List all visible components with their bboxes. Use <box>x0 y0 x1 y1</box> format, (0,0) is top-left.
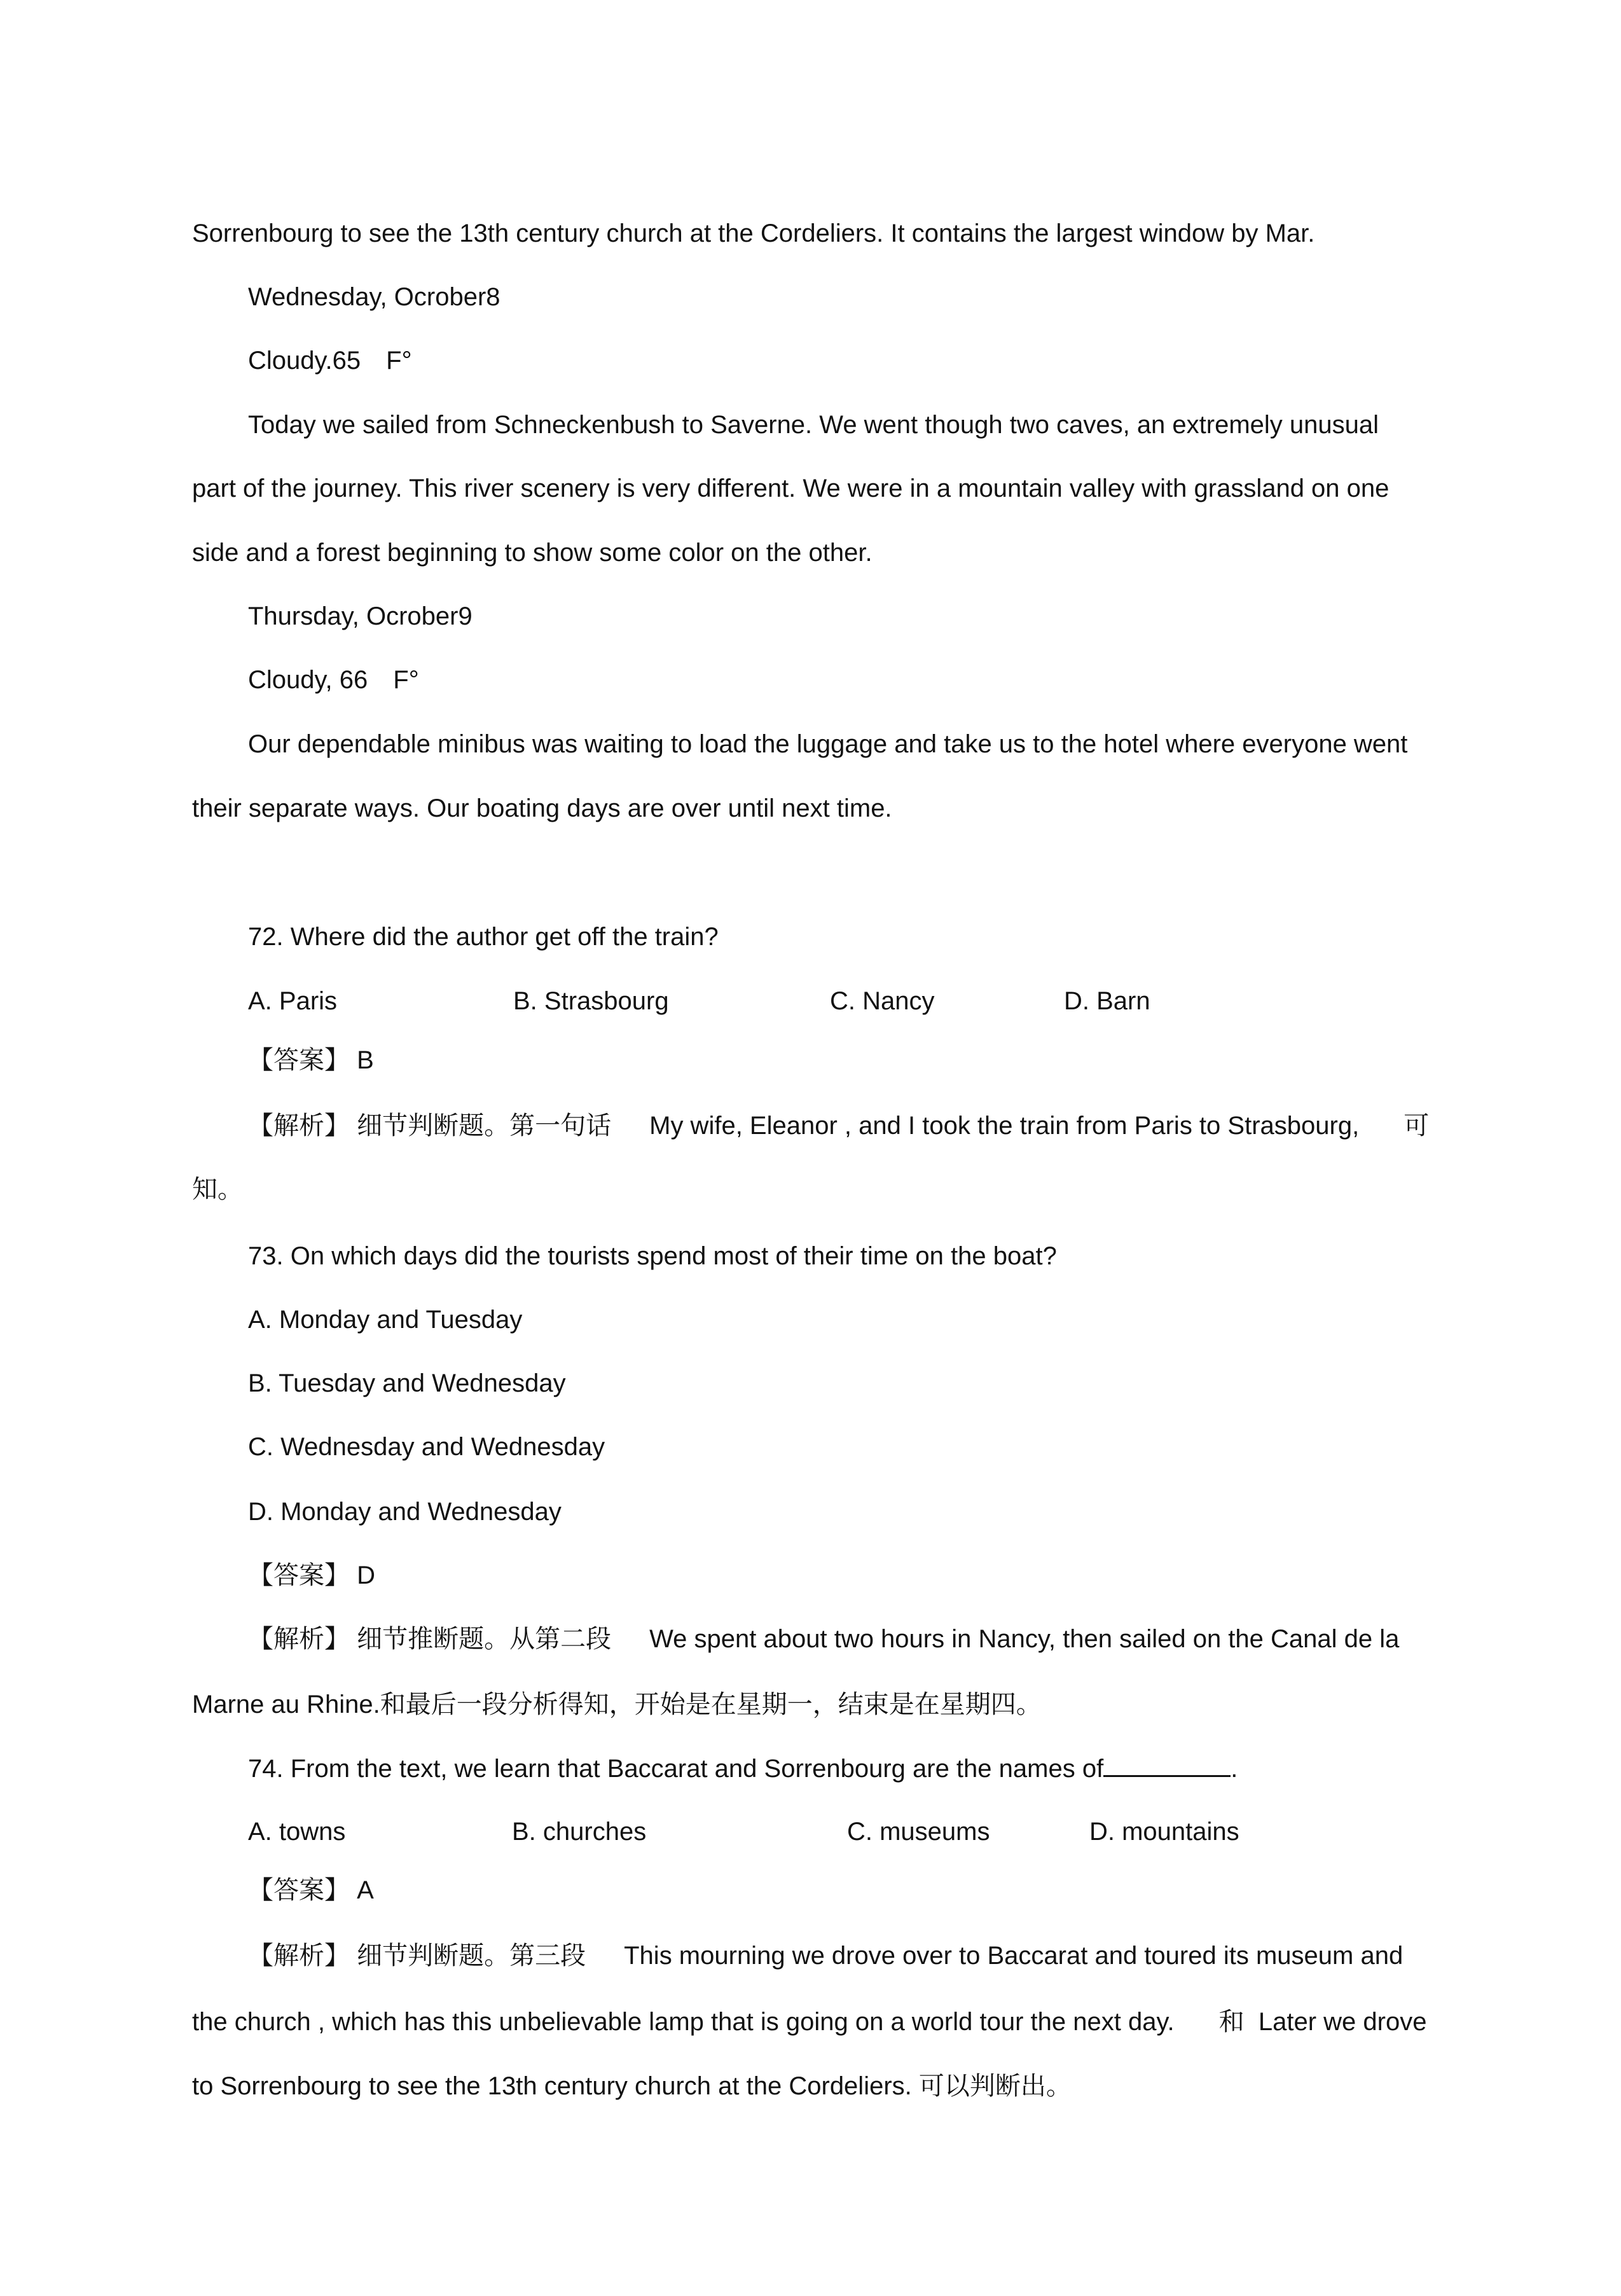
wednesday-paragraph-line2: part of the journey. This river scenery is very different. We were in a mountain valley with grassland on one <box>192 474 1390 502</box>
q72-analysis-text: 细节判断题。第一句话 <box>357 1111 612 1140</box>
q73-analysis-quote: We spent about two hours in Nancy, then sailed on the Canal de la <box>649 1625 1400 1653</box>
q73-option-c: C. Wednesday and Wednesday <box>248 1433 605 1461</box>
question-72: 72. Where did the author get off the train? <box>248 923 719 951</box>
thursday-date: Thursday, Ocrober9 <box>248 602 473 630</box>
q73-answer-value: D <box>357 1561 376 1589</box>
thursday-paragraph-line1: Our dependable minibus was waiting to load the luggage and take us to the hotel where everyone went <box>248 730 1408 758</box>
q74-analysis-quote-4: to Sorrenbourg to see the 13th century church at the Cordeliers. <box>192 2072 912 2100</box>
wednesday-paragraph-line3: side and a forest beginning to show some color on the other. <box>192 539 873 567</box>
q73-analysis <box>248 1623 1399 1655</box>
q74-option-a: A. towns <box>248 1818 346 1846</box>
q73-analysis-line2 <box>192 1689 1042 1720</box>
q74-answer <box>248 1874 374 1906</box>
q74-question-end: . <box>1231 1755 1238 1783</box>
q74-analysis-text: 细节判断题。第三段 <box>357 1941 586 1970</box>
q74-analysis-and: 和 <box>1218 2007 1245 2037</box>
q74-analysis-label: 【解析】 <box>248 1941 350 1970</box>
q73-analysis-conclusion: 和最后一段分析得知，开始是在星期一，结束是在星期四。 <box>380 1690 1042 1719</box>
q72-option-c: C. Nancy <box>830 987 935 1015</box>
q73-analysis-text: 细节推断题。从第二段 <box>357 1624 612 1654</box>
q74-blank <box>1103 1752 1231 1777</box>
q74-analysis-quote: This mourning we drove over to Baccarat and toured its museum and <box>624 1942 1404 1970</box>
question-73: 73. On which days did the tourists spend most of their time on the boat? <box>248 1242 1057 1270</box>
q73-analysis-quote-end: Marne au Rhine. <box>192 1691 380 1719</box>
q72-analysis <box>248 1110 1429 1142</box>
q72-analysis-quote: My wife, Eleanor , and I took the train from Paris to Strasbourg, <box>649 1112 1360 1140</box>
q74-answer-label: 【答案】 <box>248 1876 350 1905</box>
q73-option-a: A. Monday and Tuesday <box>248 1306 523 1334</box>
q72-option-b: B. Strasbourg <box>513 987 669 1015</box>
q73-answer <box>248 1559 375 1591</box>
q72-answer-label: 【答案】 <box>248 1046 350 1075</box>
q74-answer-value: A <box>357 1876 374 1904</box>
q72-answer <box>248 1044 374 1076</box>
q73-option-d: D. Monday and Wednesday <box>248 1498 562 1526</box>
wednesday-weather: Cloudy.65 F° <box>248 347 412 375</box>
thursday-weather: Cloudy, 66 F° <box>248 666 419 694</box>
q74-analysis-conclusion: 可以判断出。 <box>918 2071 1072 2101</box>
q74-analysis-quote-2: the church , which has this unbelievable lamp that is going on a world tour the next day. <box>192 2008 1175 2036</box>
q72-option-a: A. Paris <box>248 987 338 1015</box>
q72-analysis-end-line2: 知。 <box>192 1175 243 1204</box>
q74-option-c: C. museums <box>847 1818 990 1846</box>
q73-answer-label: 【答案】 <box>248 1561 350 1590</box>
q74-question-text: 74. From the text, we learn that Baccarat and Sorrenbourg are the names of <box>248 1755 1104 1783</box>
q74-analysis-line2 <box>192 2006 1426 2038</box>
q74-analysis <box>248 1940 1403 1972</box>
q74-analysis-line3 <box>192 2070 1072 2102</box>
q72-option-d: D. Barn <box>1064 987 1150 1015</box>
question-74 <box>248 1752 1238 1785</box>
q74-analysis-quote-3: Later we drove <box>1258 2008 1427 2036</box>
wednesday-date: Wednesday, Ocrober8 <box>248 283 500 311</box>
q74-option-b: B. churches <box>512 1818 647 1846</box>
q74-option-d: D. mountains <box>1089 1818 1239 1846</box>
q72-answer-value: B <box>357 1046 374 1074</box>
passage-paragraph-sorrenbourg: Sorrenbourg to see the 13th century church at the Cordeliers. It contains the largest window by Mar. <box>192 219 1315 247</box>
wednesday-paragraph-line1: Today we sailed from Schneckenbush to Saverne. We went though two caves, an extremely unusual <box>248 411 1379 439</box>
q72-analysis-label: 【解析】 <box>248 1111 350 1140</box>
q72-analysis-end: 可 <box>1404 1111 1430 1140</box>
thursday-paragraph-line2: their separate ways. Our boating days are over until next time. <box>192 794 892 822</box>
q73-option-b: B. Tuesday and Wednesday <box>248 1369 566 1397</box>
q73-analysis-label: 【解析】 <box>248 1624 350 1654</box>
